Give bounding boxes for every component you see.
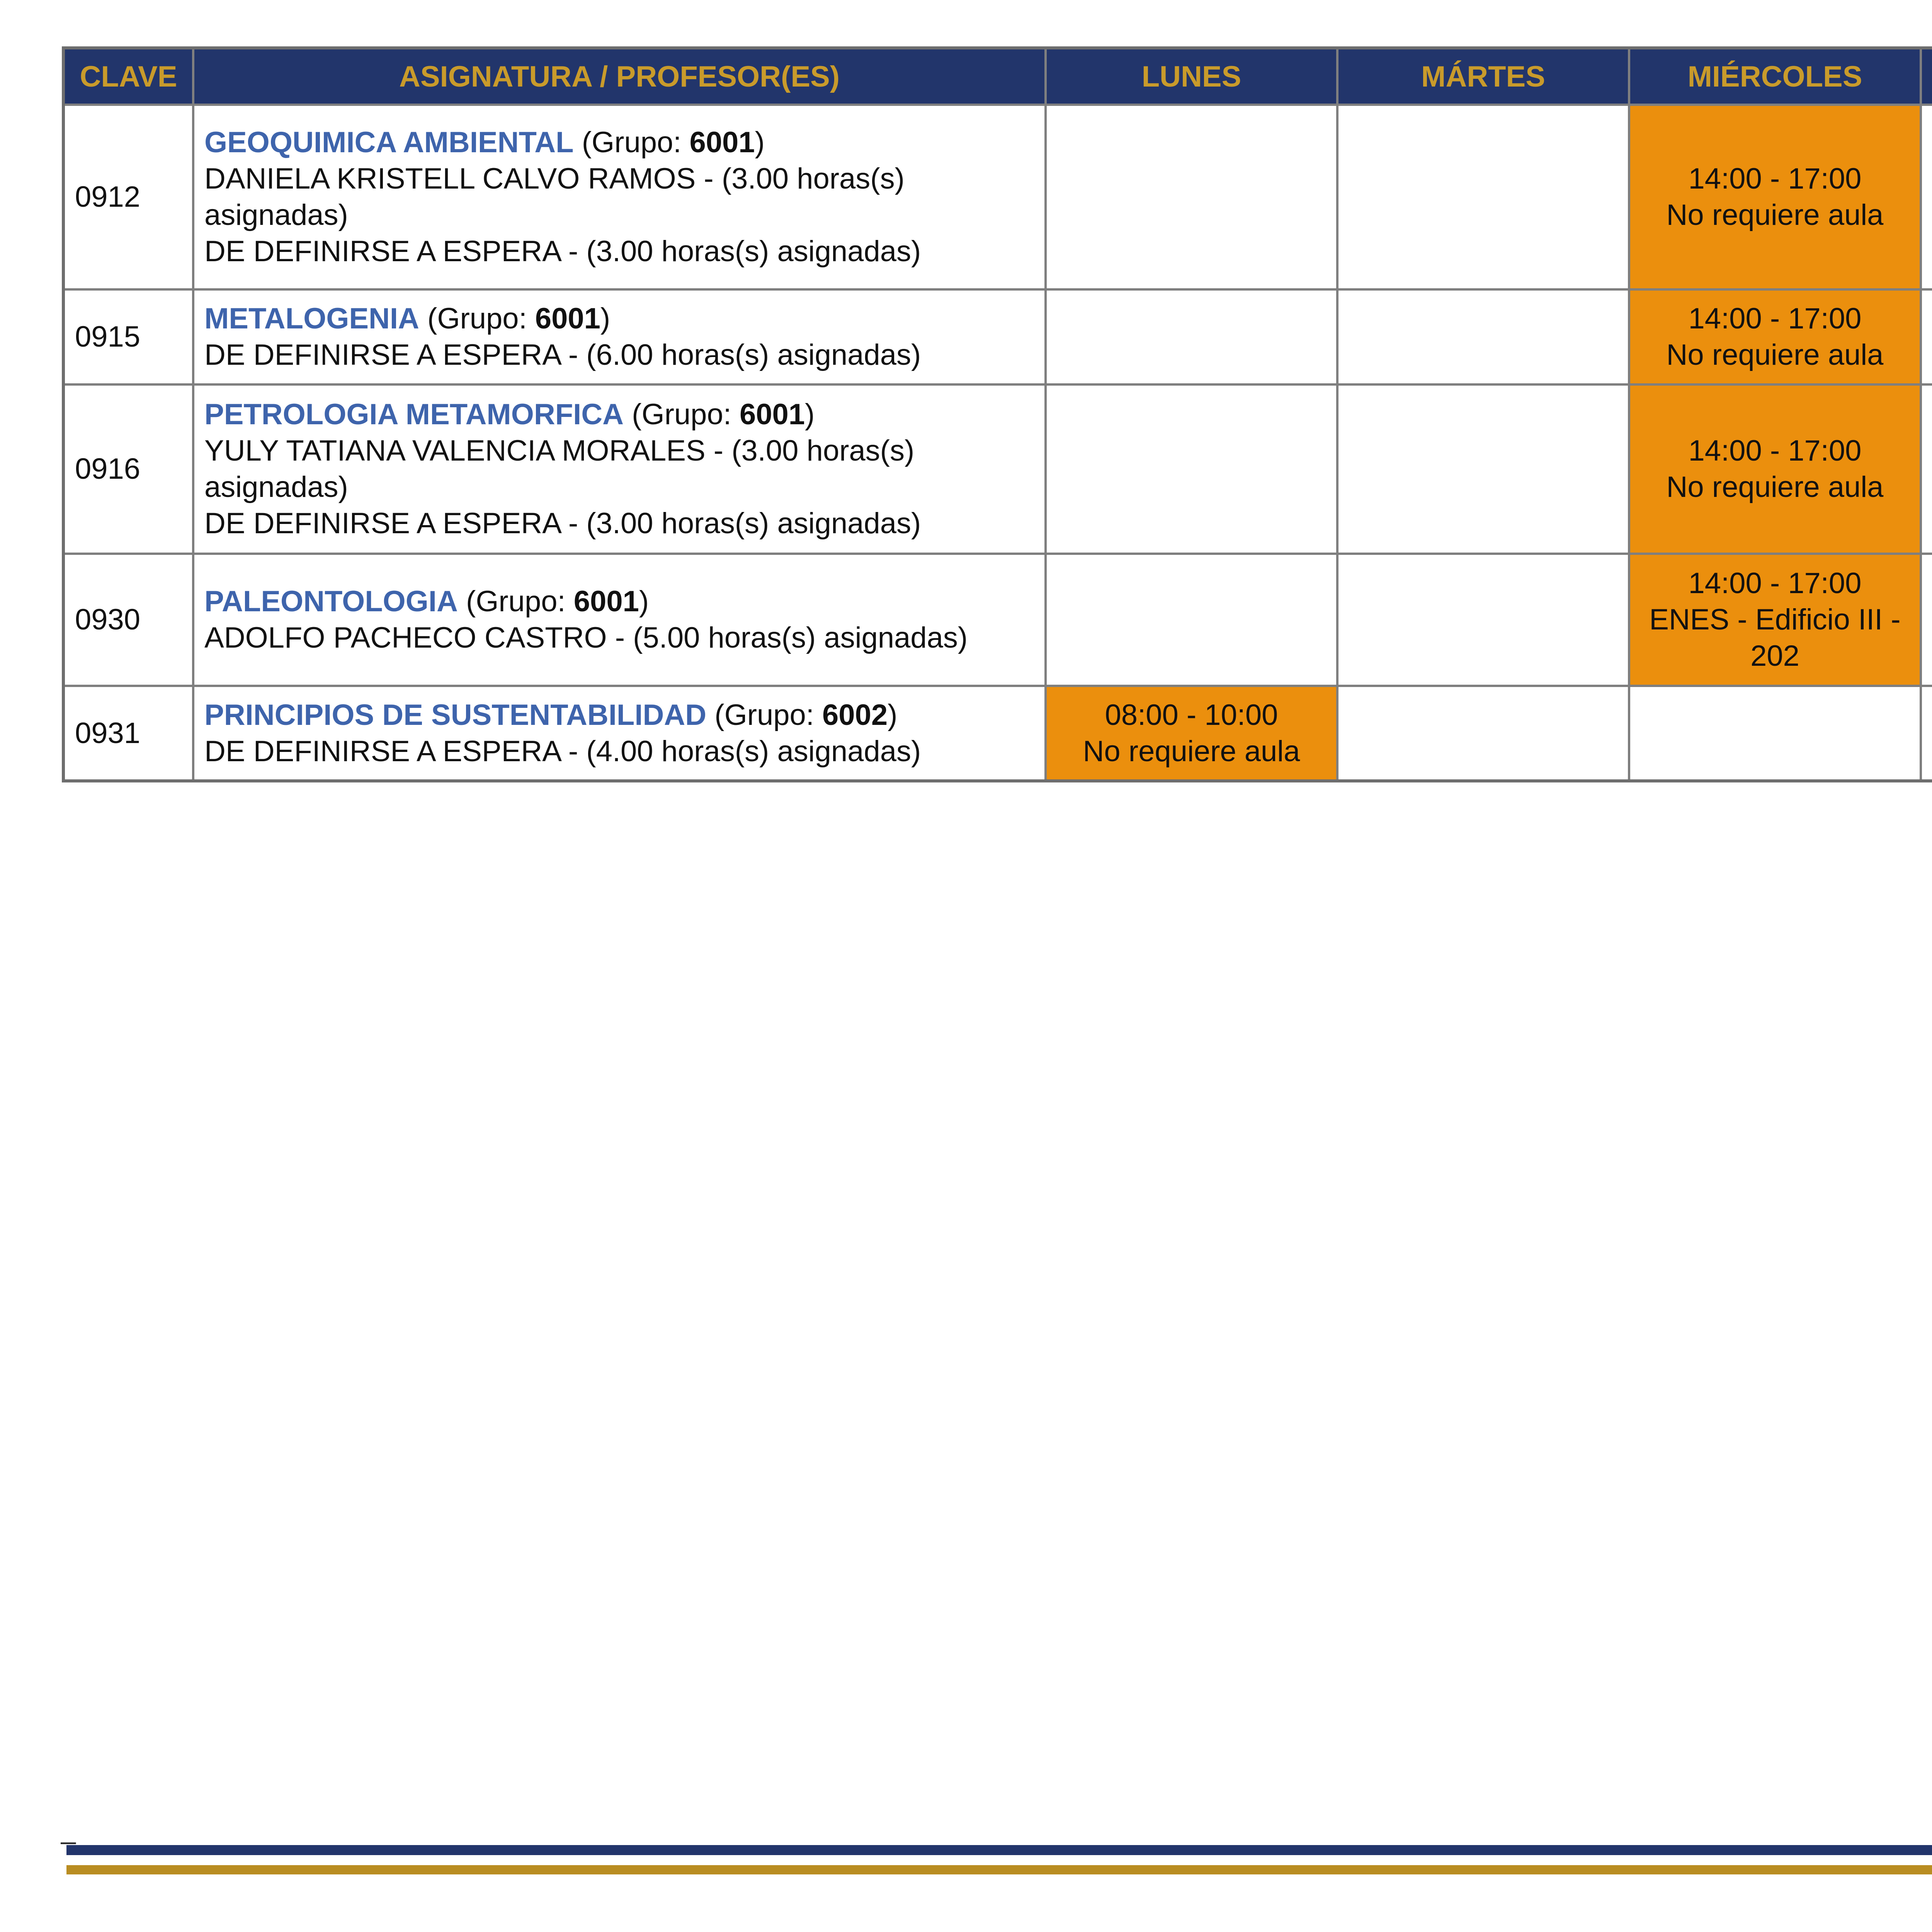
clave-cell: 0912 <box>63 105 193 289</box>
group-number: 6001 <box>739 398 805 431</box>
table-row <box>63 384 1932 554</box>
day-cell-lunes <box>1046 384 1337 554</box>
professor-line: asignadas) <box>204 471 348 503</box>
table-row <box>63 554 1932 686</box>
group-number: 6001 <box>535 302 600 335</box>
subject-name[interactable]: GEOQUIMICA AMBIENTAL <box>204 126 574 159</box>
clave-cell: 0931 <box>63 686 193 781</box>
slot-room: No requiere aula <box>1666 471 1884 503</box>
group-number: 6001 <box>689 126 755 159</box>
professor-line: DANIELA KRISTELL CALVO RAMOS - (3.00 horas(s) <box>204 162 905 195</box>
table-row <box>63 289 1932 384</box>
group-label: Grupo: <box>437 302 527 335</box>
subject-line: METALOGENIA (Grupo: 6001) <box>204 302 611 335</box>
slot-time: 14:00 - 17:00 <box>1688 302 1862 335</box>
day-cell-miercoles <box>1629 289 1921 384</box>
group-label: Grupo: <box>641 398 731 431</box>
subject-name[interactable]: PRINCIPIOS DE SUSTENTABILIDAD <box>204 698 707 731</box>
header-clave: CLAVE <box>63 48 193 105</box>
group-number: 6002 <box>822 698 888 731</box>
table-row <box>63 105 1932 289</box>
day-cell-martes <box>1337 554 1629 686</box>
subject-cell <box>193 554 1046 686</box>
group-number: 6001 <box>573 585 639 618</box>
clave-cell: 0915 <box>63 289 193 384</box>
subject-name[interactable]: METALOGENIA <box>204 302 419 335</box>
subject-name[interactable]: PALEONTOLOGIA <box>204 585 458 618</box>
group-label: Grupo: <box>592 126 682 159</box>
subject-name[interactable]: PETROLOGIA METAMORFICA <box>204 398 624 431</box>
day-cell-jueves <box>1921 686 1932 781</box>
professor-line: DE DEFINIRSE A ESPERA - (4.00 horas(s) asignadas) <box>204 735 921 768</box>
footer-bar-navy <box>66 1845 1932 1855</box>
slot-room: No requiere aula <box>1666 338 1884 371</box>
day-cell-miercoles <box>1629 554 1921 686</box>
day-cell-martes <box>1337 384 1629 554</box>
subject-cell <box>193 384 1046 554</box>
subject-line: PETROLOGIA METAMORFICA (Grupo: 6001) <box>204 398 815 431</box>
slot-time: 14:00 - 17:00 <box>1688 434 1862 467</box>
day-cell-lunes <box>1046 686 1337 781</box>
day-cell-jueves <box>1921 289 1932 384</box>
group-label: Grupo: <box>724 698 814 731</box>
day-cell-jueves <box>1921 384 1932 554</box>
footer-bar-gold <box>66 1865 1932 1874</box>
professor-line: DE DEFINIRSE A ESPERA - (3.00 horas(s) asignadas) <box>204 235 921 268</box>
day-cell-lunes <box>1046 105 1337 289</box>
slot-room: No requiere aula <box>1666 199 1884 231</box>
subject-line: PRINCIPIOS DE SUSTENTABILIDAD (Grupo: 6002) <box>204 698 898 731</box>
header-asignatura: ASIGNATURA / PROFESOR(ES) <box>193 48 1046 105</box>
group-label: Grupo: <box>476 585 566 618</box>
professor-line: DE DEFINIRSE A ESPERA - (3.00 horas(s) asignadas) <box>204 507 921 540</box>
professor-line: DE DEFINIRSE A ESPERA - (6.00 horas(s) asignadas) <box>204 338 921 371</box>
subject-cell <box>193 105 1046 289</box>
subject-line: GEOQUIMICA AMBIENTAL (Grupo: 6001) <box>204 126 765 159</box>
subject-line: PALEONTOLOGIA (Grupo: 6001) <box>204 585 649 618</box>
clave-cell: 0930 <box>63 554 193 686</box>
day-cell-jueves <box>1921 554 1932 686</box>
schedule-table <box>62 46 1932 782</box>
slot-time: 14:00 - 17:00 <box>1688 567 1862 600</box>
professor-line: YULY TATIANA VALENCIA MORALES - (3.00 horas(s) <box>204 434 915 467</box>
day-cell-martes <box>1337 105 1629 289</box>
slot-time: 14:00 - 17:00 <box>1688 162 1862 195</box>
day-cell-lunes <box>1046 289 1337 384</box>
day-cell-miercoles <box>1629 384 1921 554</box>
day-cell-miercoles <box>1629 686 1921 781</box>
subject-cell <box>193 289 1046 384</box>
day-cell-lunes <box>1046 554 1337 686</box>
header-jueves <box>1921 48 1932 105</box>
slot-time: 08:00 - 10:00 <box>1105 698 1278 731</box>
day-cell-miercoles <box>1629 105 1921 289</box>
table-row <box>63 686 1932 781</box>
professor-line: asignadas) <box>204 199 348 231</box>
header-lunes: LUNES <box>1046 48 1337 105</box>
slot-room: 202 <box>1750 639 1799 672</box>
day-cell-martes <box>1337 289 1629 384</box>
clave-cell: 0916 <box>63 384 193 554</box>
footer-dash: _ <box>61 1815 76 1845</box>
slot-room: No requiere aula <box>1083 735 1300 768</box>
day-cell-martes <box>1337 686 1629 781</box>
professor-line: ADOLFO PACHECO CASTRO - (5.00 horas(s) asignadas) <box>204 621 968 654</box>
day-cell-jueves <box>1921 105 1932 289</box>
header-martes: MÁRTES <box>1337 48 1629 105</box>
header-row <box>63 48 1932 105</box>
header-miercoles: MIÉRCOLES <box>1629 48 1921 105</box>
subject-cell <box>193 686 1046 781</box>
slot-room: ENES - Edificio III - <box>1649 603 1901 636</box>
